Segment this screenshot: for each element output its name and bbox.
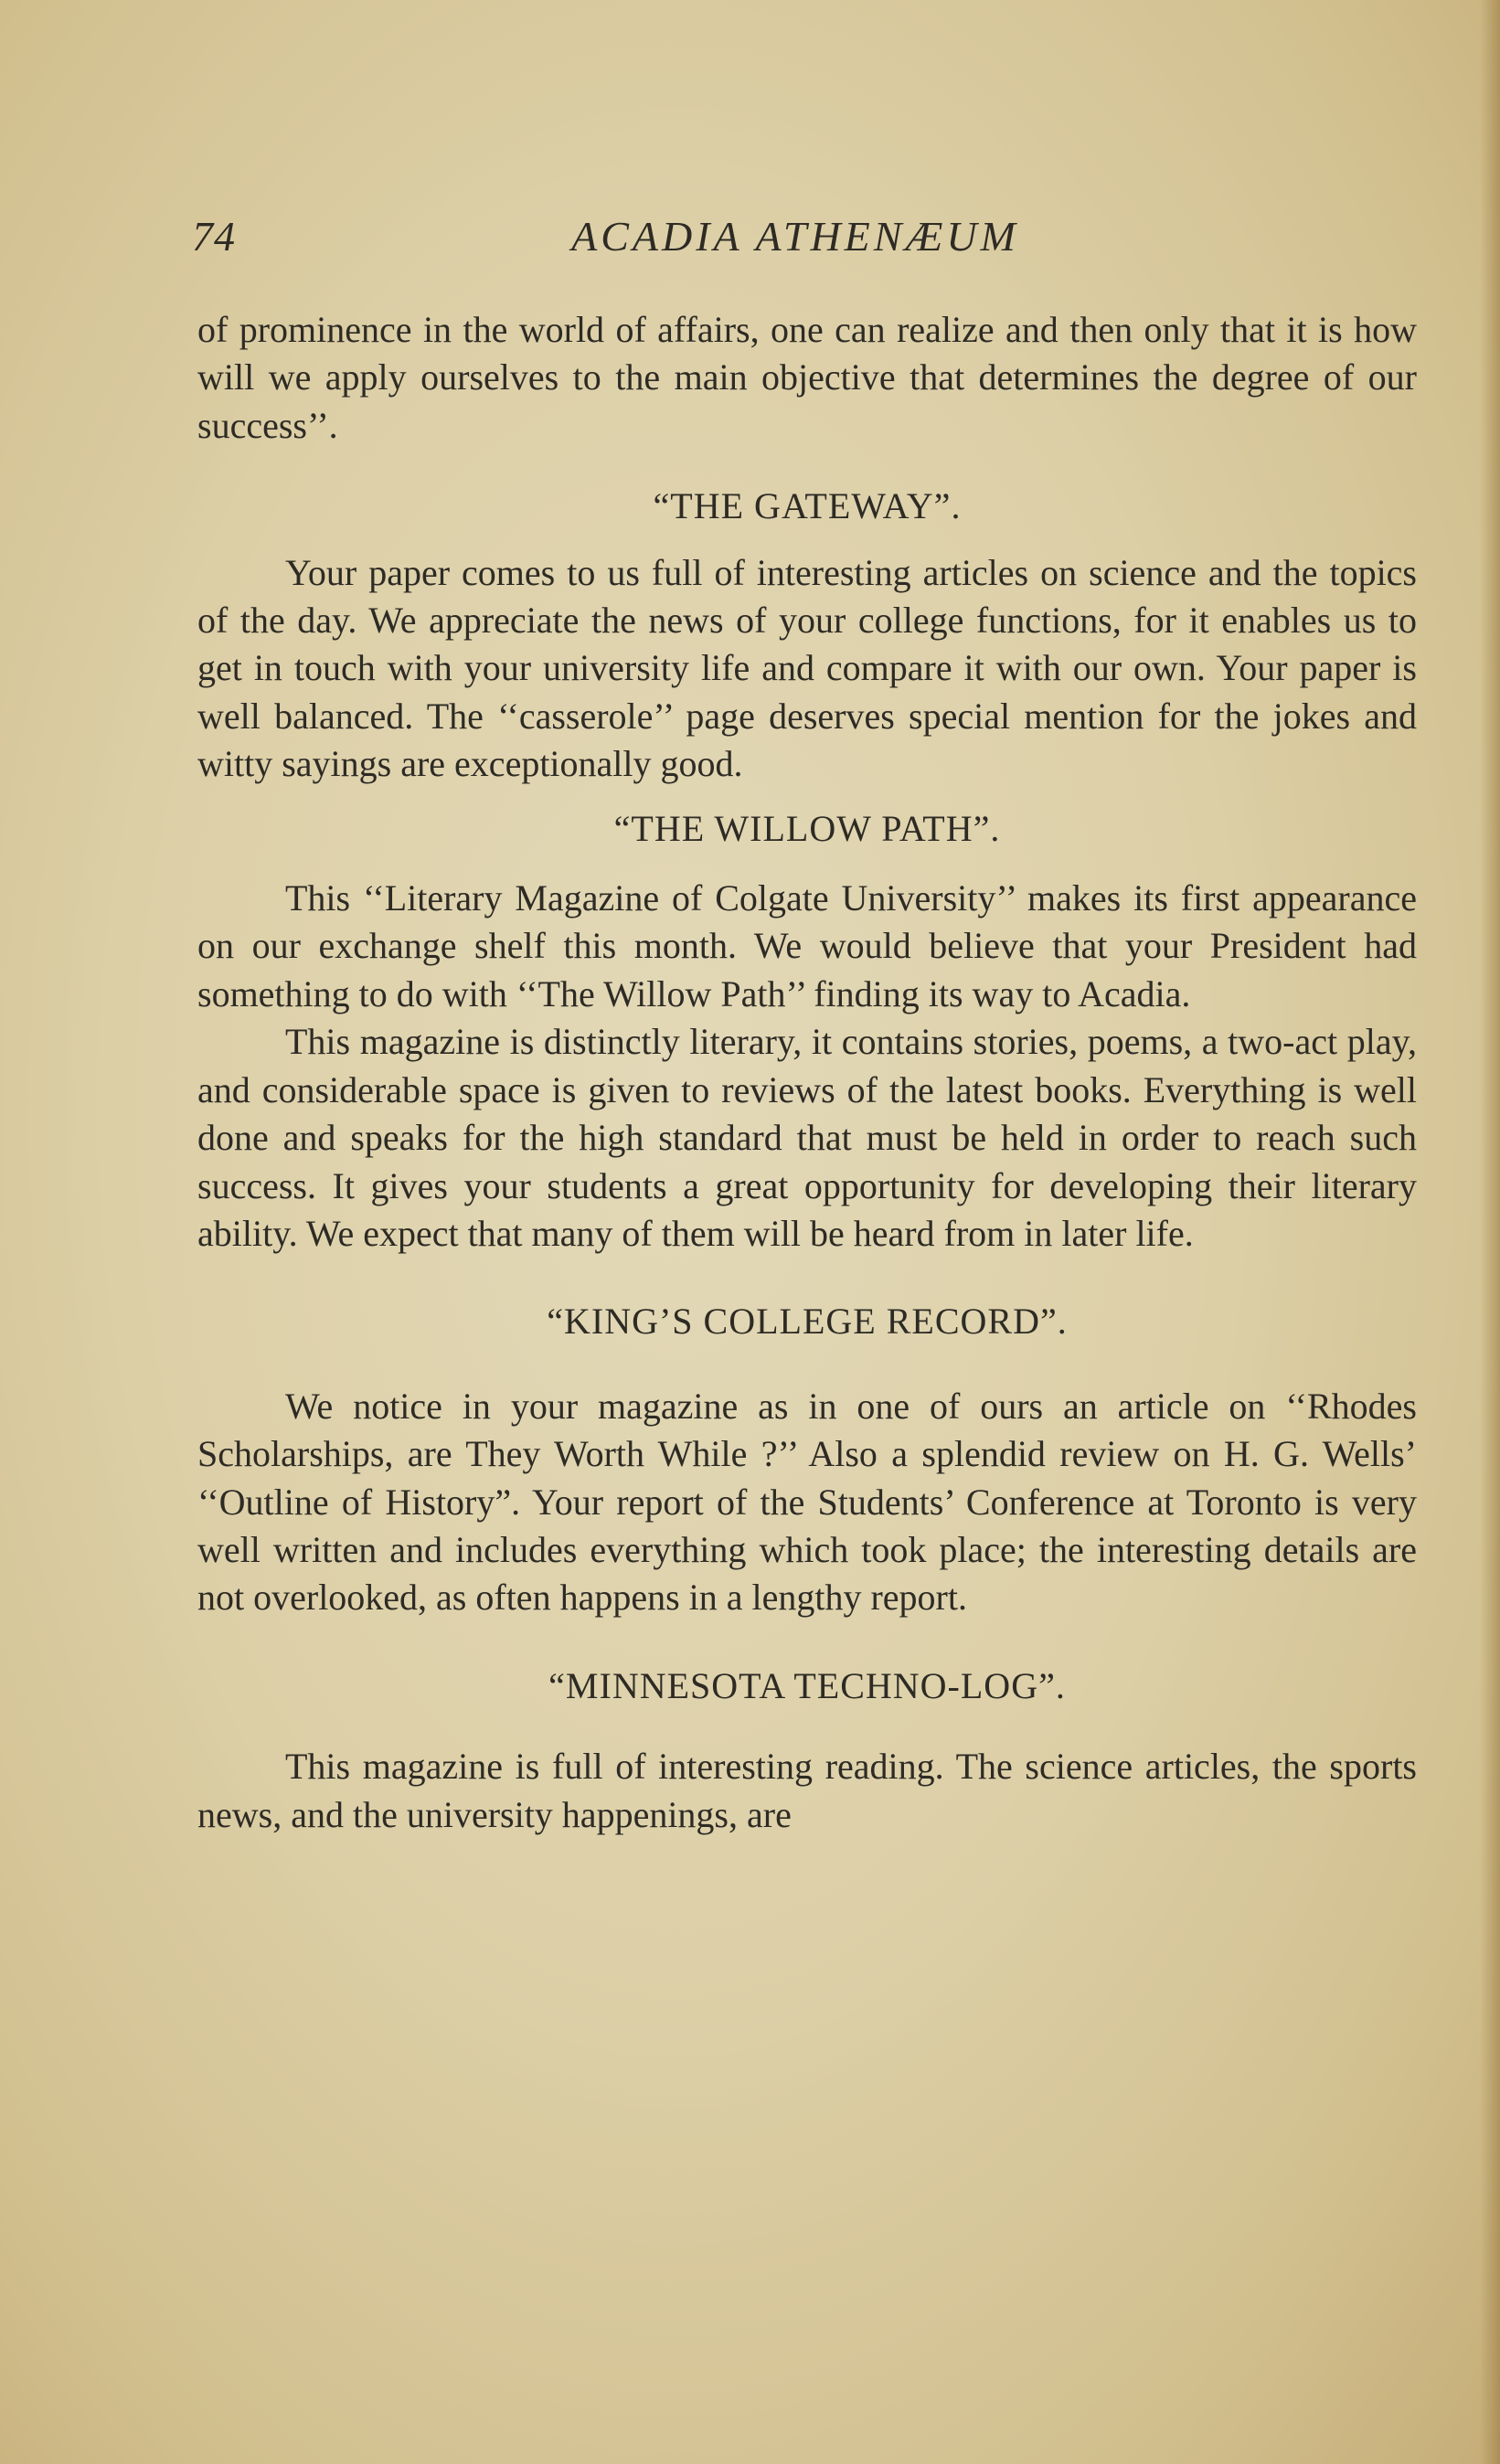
section-paragraph: This magazine is full of interesting reading. The science articles, the sports news, and the university happenings, are — [197, 1746, 1417, 1835]
section-paragraph: This magazine is distinctly literary, it contains stories, poems, a two-act play, and considerable space is given to reviews of the latest books. Everything is well done and speaks for the high standard that must be held in order to reach such success. It gives your students a great opportunity for developing their literary ability. We expect that many of them will be heard from in later life. — [197, 1021, 1417, 1254]
section-heading: “KING’S COLLEGE RECORD”. — [547, 1301, 1068, 1343]
section-willow-path — [197, 805, 1417, 1259]
section-heading: “THE GATEWAY”. — [653, 485, 962, 527]
section-paragraph: Your paper comes to us full of interesting articles on science and the topics of the day. We appreciate the news of your college functions, for it enables us to get in touch with your university life and compare it with our own. Your paper is well balanced. The ‘‘casserole’’ page deserves special mention for the jokes and witty sayings are exceptionally good. — [197, 551, 1417, 785]
section-heading: “THE WILLOW PATH”. — [613, 807, 1001, 849]
page-header — [192, 212, 1417, 267]
page-number: 74 — [192, 213, 236, 260]
section-heading: “MINNESOTA TECHNO-LOG”. — [548, 1664, 1066, 1706]
section-paragraph: We notice in your magazine as in one of ours an article on ‘‘Rhodes Scholarships, are They Worth While ?’’ Also a splendid review on H. G. Wells’ ‘‘Outline of History”. Your report of the Students’ Conference at Toronto is very well written and includes everything which took place; the interesting details are not overlooked, as often happens in a lengthy report. — [197, 1385, 1417, 1619]
section-paragraph: This ‘‘Literary Magazine of Colgate University’’ makes its first appearance on our exchange shelf this month. We would believe that your President had something to do with ‘‘The Willow Path’’ finding its way to Acadia. — [197, 877, 1417, 1014]
section-gateway — [197, 483, 1417, 788]
section-kings-college-record — [197, 1298, 1417, 1621]
page-body — [197, 306, 1417, 1839]
page-edge-shadow — [1480, 0, 1500, 2464]
intro-paragraph: of prominence in the world of affairs, one can realize and then only that it is how will we apply ourselves to the main objective that determines the degree of our success’’. — [197, 309, 1417, 446]
section-minnesota-techno-log — [197, 1662, 1417, 1839]
running-title: ACADIA ATHENÆUM — [571, 213, 1019, 260]
